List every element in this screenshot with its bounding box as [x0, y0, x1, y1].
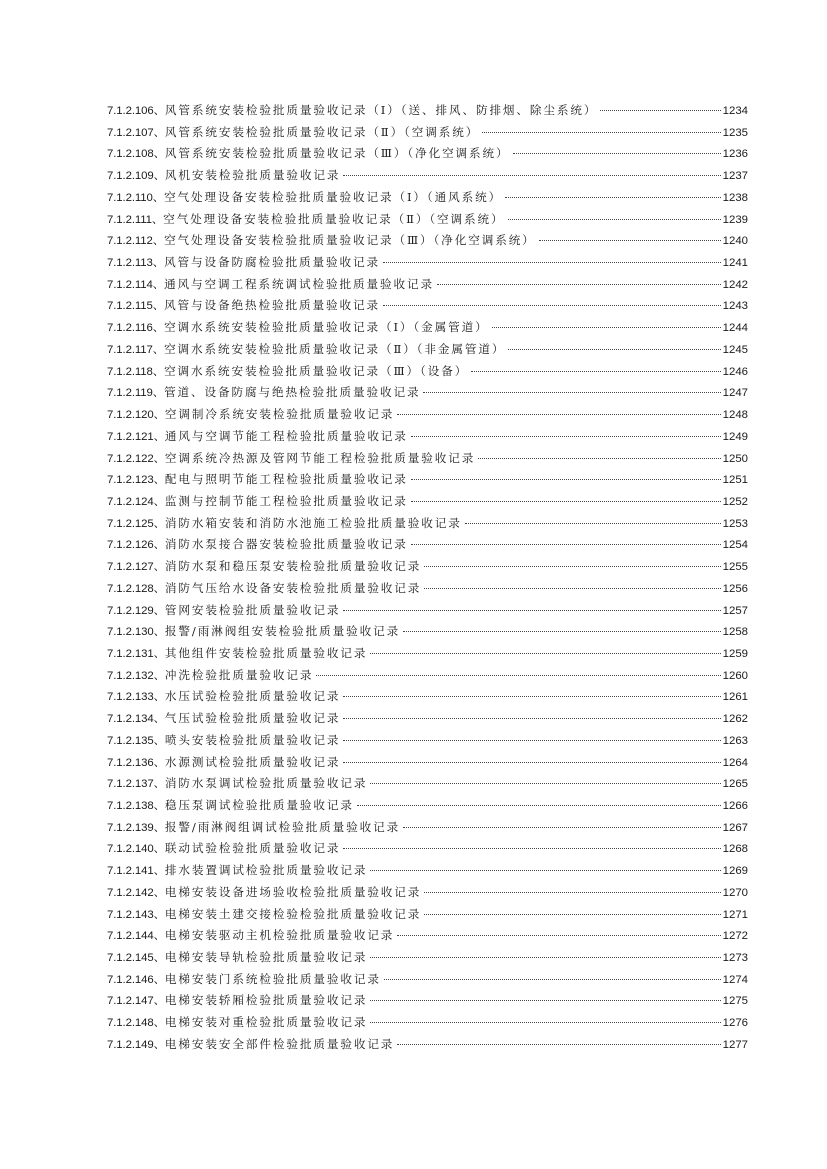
toc-entry-page: 1251 — [722, 474, 748, 487]
toc-entry[interactable] — [107, 187, 748, 209]
toc-entry-page: 1258 — [722, 626, 748, 639]
toc-entry[interactable] — [107, 621, 748, 643]
toc-entry-number: 7.1.2.108、 — [107, 148, 165, 161]
toc-entry[interactable] — [107, 643, 748, 665]
toc-entry-title: 通风与空调工程系统调试检验批质量验收记录 — [164, 276, 434, 291]
toc-entry-page: 1242 — [722, 278, 748, 291]
toc-entry-page: 1235 — [722, 126, 748, 139]
toc-entry-page: 1266 — [722, 800, 748, 812]
toc-entry-number: 7.1.2.117、 — [107, 343, 165, 356]
toc-entry-page: 1257 — [722, 604, 748, 617]
toc-entry-title: 报警/雨淋阀组安装检验批质量验收记录 — [164, 624, 401, 639]
toc-entry-page: 1262 — [722, 713, 748, 726]
dot-leader — [403, 827, 721, 828]
toc-entry-page: 1252 — [722, 495, 748, 508]
dot-leader — [397, 1044, 720, 1045]
dot-leader — [383, 305, 721, 306]
toc-entry-number: 7.1.2.116、 — [107, 322, 165, 335]
toc-entry-title: 电梯安装设备进场验收检验批质量验收记录 — [164, 884, 422, 899]
toc-entry-number: 7.1.2.109、 — [107, 170, 165, 183]
dot-leader — [343, 848, 720, 849]
toc-entry-number: 7.1.2.130、 — [107, 626, 165, 639]
toc-entry-page: 1259 — [722, 647, 748, 660]
toc-entry-title: 空调制冷系统安装检验批质量验收记录 — [164, 407, 395, 422]
toc-entry-number: 7.1.2.142、 — [107, 886, 165, 899]
toc-entry-page: 1275 — [722, 995, 748, 1008]
toc-entry[interactable] — [107, 469, 748, 491]
toc-entry-number: 7.1.2.107、 — [107, 126, 165, 139]
toc-entry-title: 空调水系统安装检验批质量验收记录（Ⅲ）（设备） — [164, 363, 469, 378]
toc-entry[interactable] — [107, 969, 748, 991]
toc-entry-page: 1236 — [722, 148, 748, 161]
toc-entry-page: 1260 — [722, 669, 748, 682]
toc-entry[interactable] — [107, 382, 748, 404]
toc-entry[interactable] — [107, 143, 748, 165]
toc-entry-page: 1277 — [722, 1038, 748, 1051]
toc-entry[interactable] — [107, 860, 748, 882]
toc-entry-number: 7.1.2.111、 — [107, 213, 164, 226]
toc-entry-number: 7.1.2.143、 — [107, 908, 165, 921]
toc-entry-page: 1254 — [722, 539, 748, 552]
toc-entry[interactable] — [107, 274, 748, 296]
toc-entry-page: 1256 — [722, 582, 748, 595]
dot-leader — [370, 783, 720, 784]
toc-entry[interactable] — [107, 404, 748, 426]
toc-entry-title: 电梯安装轿厢检验批质量验收记录 — [164, 993, 368, 1008]
toc-entry-title: 电梯安装对重检验批质量验收记录 — [164, 1015, 368, 1030]
dot-leader — [437, 284, 721, 285]
dot-leader — [370, 1022, 720, 1023]
toc-entry-page: 1255 — [722, 561, 748, 574]
toc-entry-title: 气压试验检验批质量验收记录 — [164, 711, 341, 726]
toc-entry-page: 1240 — [722, 235, 748, 248]
dot-leader — [482, 132, 720, 133]
toc-entry-page: 1248 — [722, 409, 748, 422]
dot-leader — [508, 219, 721, 220]
toc-entry-page: 1234 — [722, 105, 748, 117]
dot-leader — [411, 501, 721, 502]
dot-leader — [424, 892, 720, 893]
dot-leader — [424, 914, 720, 915]
toc-entry-title: 空调系统冷热源及管网节能工程检验批质量验收记录 — [164, 450, 476, 465]
toc-entry-title: 消防水泵和稳压泵安装检验批质量验收记录 — [164, 559, 422, 574]
toc-entry[interactable] — [107, 990, 748, 1012]
dot-leader — [343, 740, 720, 741]
toc-entry-number: 7.1.2.125、 — [107, 517, 165, 530]
dot-leader — [478, 458, 720, 459]
dot-leader — [424, 566, 720, 567]
toc-entry-number: 7.1.2.145、 — [107, 952, 165, 965]
toc-entry-number: 7.1.2.137、 — [107, 778, 165, 791]
toc-entry[interactable] — [107, 339, 748, 361]
toc-entry[interactable] — [107, 795, 748, 817]
toc-entry-page: 1263 — [722, 734, 748, 747]
toc-entry-title: 水压试验检验批质量验收记录 — [164, 689, 341, 704]
dot-leader — [343, 762, 720, 763]
toc-entry-page: 1265 — [722, 778, 748, 791]
toc-entry[interactable] — [107, 426, 748, 448]
toc-entry-title: 消防水泵接合器安装检验批质量验收记录 — [164, 537, 408, 552]
toc-entry-title: 空气处理设备安装检验批质量验收记录（Ⅰ）（通风系统） — [164, 189, 503, 204]
toc-entry-page: 1273 — [722, 952, 748, 965]
toc-entry-page: 1238 — [722, 191, 748, 204]
toc-entry-title: 电梯安装土建交接检验检验批质量验收记录 — [164, 906, 422, 921]
toc-entry-title: 风管与设备绝热检验批质量验收记录 — [164, 298, 380, 313]
toc-entry[interactable] — [107, 1034, 748, 1056]
toc-entry-number: 7.1.2.147、 — [107, 995, 165, 1008]
dot-leader — [411, 479, 721, 480]
toc-entry[interactable] — [107, 361, 748, 383]
toc-entry-number: 7.1.2.132、 — [107, 669, 165, 682]
dot-leader — [471, 371, 720, 372]
toc-entry[interactable] — [107, 817, 748, 839]
toc-entry-page: 1245 — [722, 343, 748, 356]
toc-entry-page: 1250 — [722, 452, 748, 465]
dot-leader — [397, 414, 720, 415]
toc-entry[interactable] — [107, 165, 748, 187]
toc-entry-page: 1237 — [722, 170, 748, 183]
toc-entry[interactable] — [107, 491, 748, 513]
dot-leader — [424, 588, 720, 589]
toc-entry[interactable] — [107, 252, 748, 274]
toc-entry-title: 配电与照明节能工程检验批质量验收记录 — [164, 472, 408, 487]
toc-entry-number: 7.1.2.129、 — [107, 604, 165, 617]
dot-leader — [513, 153, 721, 154]
toc-entry-number: 7.1.2.126、 — [107, 539, 165, 552]
toc-entry[interactable] — [107, 947, 748, 969]
toc-entry[interactable] — [107, 448, 748, 470]
toc-entry-page: 1268 — [722, 843, 748, 856]
dot-leader — [370, 957, 720, 958]
toc-entry-title: 电梯安装门系统检验批质量验收记录 — [164, 971, 381, 986]
dot-leader — [505, 197, 721, 198]
toc-entry-page: 1239 — [722, 213, 748, 226]
toc-entry[interactable] — [107, 295, 748, 317]
toc-entry-number: 7.1.2.128、 — [107, 582, 165, 595]
toc-entry[interactable] — [107, 665, 748, 687]
toc-entry-number: 7.1.2.138、 — [107, 800, 165, 812]
toc-entry-number: 7.1.2.134、 — [107, 713, 165, 726]
toc-entry-page: 1272 — [722, 930, 748, 943]
toc-entry-title: 喷头安装检验批质量验收记录 — [164, 732, 341, 747]
toc-entry[interactable] — [107, 838, 748, 860]
dot-leader — [423, 392, 720, 393]
toc-entry-title: 消防水箱安装和消防水池施工检验批质量验收记录 — [164, 515, 462, 530]
toc-entry-number: 7.1.2.144、 — [107, 930, 165, 943]
toc-entry-title: 监测与控制节能工程检验批质量验收记录 — [164, 493, 408, 508]
dot-leader — [357, 805, 721, 806]
dot-leader — [370, 1000, 720, 1001]
toc-entry[interactable] — [107, 600, 748, 622]
toc-entry-page: 1246 — [722, 365, 748, 378]
toc-entry-number: 7.1.2.119、 — [107, 387, 165, 400]
toc-entry-title: 联动试验检验批质量验收记录 — [164, 841, 341, 856]
toc-entry-title: 通风与空调节能工程检验批质量验收记录 — [164, 428, 408, 443]
toc-entry-page: 1267 — [722, 821, 748, 834]
toc-entry-number: 7.1.2.114、 — [107, 278, 165, 291]
toc-entry-title: 管道、设备防腐与绝热检验批质量验收记录 — [164, 385, 421, 400]
dot-leader — [343, 175, 720, 176]
dot-leader — [492, 327, 721, 328]
toc-entry-title: 电梯安装安全部件检验批质量验收记录 — [164, 1036, 395, 1051]
toc-entry-number: 7.1.2.131、 — [107, 647, 165, 660]
toc-entry-title: 冲洗检验批质量验收记录 — [164, 667, 314, 682]
toc-entry-number: 7.1.2.136、 — [107, 756, 165, 769]
toc-entry[interactable] — [107, 708, 748, 730]
toc-entry-page: 1244 — [722, 322, 748, 335]
dot-leader — [384, 979, 721, 980]
toc-entry-number: 7.1.2.112、 — [107, 235, 165, 248]
toc-entry-title: 风管系统安装检验批质量验收记录（Ⅰ）（送、排风、防排烟、除尘系统） — [164, 103, 598, 117]
toc-entry[interactable] — [107, 209, 748, 231]
toc-entry-title: 排水装置调试检验批质量验收记录 — [164, 863, 368, 878]
toc-entry[interactable] — [107, 882, 748, 904]
toc-entry-number: 7.1.2.110、 — [107, 191, 165, 204]
toc-entry-number: 7.1.2.124、 — [107, 495, 165, 508]
toc-entry-page: 1249 — [722, 430, 748, 443]
toc-entry-title: 风机安装检验批质量验收记录 — [164, 168, 341, 183]
toc-entry[interactable] — [107, 578, 748, 600]
toc-entry[interactable] — [107, 730, 748, 752]
toc-entry[interactable] — [107, 122, 748, 144]
toc-entry-title: 空调水系统安装检验批质量验收记录（Ⅰ）（金属管道） — [164, 320, 489, 335]
toc-entry-title: 其他组件安装检验批质量验收记录 — [164, 645, 368, 660]
toc-entry-page: 1274 — [722, 973, 748, 986]
toc-entry[interactable] — [107, 230, 748, 252]
toc-entry[interactable] — [107, 752, 748, 774]
toc-entry-title: 水源测试检验批质量验收记录 — [164, 754, 341, 769]
toc-entry-number: 7.1.2.122、 — [107, 452, 165, 465]
toc-entry-page: 1261 — [722, 691, 748, 704]
dot-leader — [411, 544, 721, 545]
toc-entry-number: 7.1.2.133、 — [107, 691, 165, 704]
toc-entry-title: 风管系统安装检验批质量验收记录（Ⅲ）（净化空调系统） — [164, 146, 510, 161]
toc-entry[interactable] — [107, 686, 748, 708]
dot-leader — [411, 436, 721, 437]
toc-entry-title: 风管系统安装检验批质量验收记录（Ⅱ）（空调系统） — [164, 124, 480, 139]
dot-leader — [397, 935, 720, 936]
toc-entry[interactable] — [107, 904, 748, 926]
dot-leader — [370, 870, 720, 871]
dot-leader — [539, 240, 721, 241]
toc-entry-title: 空气处理设备安装检验批质量验收记录（Ⅱ）（空调系统） — [163, 211, 505, 226]
toc-entry-number: 7.1.2.135、 — [107, 734, 165, 747]
toc-entry-title: 电梯安装导轨检验批质量验收记录 — [164, 950, 368, 965]
toc-entry-number: 7.1.2.118、 — [107, 365, 165, 378]
toc-entry-page: 1247 — [722, 387, 748, 400]
toc-entry[interactable] — [107, 773, 748, 795]
toc-entry[interactable] — [107, 513, 748, 535]
dot-leader — [343, 610, 720, 611]
toc-entry-title: 消防气压给水设备安装检验批质量验收记录 — [164, 580, 422, 595]
toc-entry-number: 7.1.2.115、 — [107, 300, 165, 313]
toc-entry-number: 7.1.2.140、 — [107, 843, 165, 856]
toc-entry-number: 7.1.2.123、 — [107, 474, 165, 487]
toc-entry-title: 管网安装检验批质量验收记录 — [164, 602, 341, 617]
toc-entry-number: 7.1.2.139、 — [107, 821, 165, 834]
toc-entry-number: 7.1.2.113、 — [107, 257, 165, 270]
toc-entry-page: 1241 — [722, 257, 748, 270]
toc-entry-title: 电梯安装驱动主机检验批质量验收记录 — [164, 928, 395, 943]
toc-entry[interactable] — [107, 1012, 748, 1034]
toc-entry-title: 空调水系统安装检验批质量验收记录（Ⅱ）（非金属管道） — [164, 341, 506, 356]
toc-entry-title: 空气处理设备安装检验批质量验收记录（Ⅲ）（净化空调系统） — [164, 233, 536, 248]
toc-entry-title: 风管与设备防腐检验批质量验收记录 — [164, 255, 380, 270]
dot-leader — [403, 631, 721, 632]
dot-leader — [383, 262, 721, 263]
dot-leader — [465, 523, 721, 524]
toc-entry-page: 1276 — [722, 1017, 748, 1030]
toc-entry[interactable] — [107, 317, 748, 339]
dot-leader — [370, 653, 720, 654]
toc-entry-number: 7.1.2.120、 — [107, 409, 165, 422]
toc-entry[interactable] — [107, 534, 748, 556]
toc-entry-number: 7.1.2.127、 — [107, 561, 165, 574]
toc-entry-number: 7.1.2.149、 — [107, 1038, 165, 1051]
toc-entry-page: 1270 — [722, 886, 748, 899]
toc-entry-number: 7.1.2.146、 — [107, 973, 165, 986]
toc-entry-page: 1253 — [722, 517, 748, 530]
toc-entry-number: 7.1.2.121、 — [107, 430, 165, 443]
dot-leader — [600, 110, 720, 111]
toc-entry-page: 1271 — [722, 908, 748, 921]
dot-leader — [343, 718, 720, 719]
toc-entry-number: 7.1.2.141、 — [107, 865, 165, 878]
toc-entry-page: 1243 — [722, 300, 748, 313]
table-of-contents — [107, 100, 748, 1056]
toc-entry-page: 1269 — [722, 865, 748, 878]
dot-leader — [316, 675, 720, 676]
toc-entry-number: 7.1.2.148、 — [107, 1017, 165, 1030]
dot-leader — [508, 349, 720, 350]
toc-entry[interactable] — [107, 925, 748, 947]
toc-entry-title: 稳压泵调试检验批质量验收记录 — [164, 798, 354, 812]
toc-entry-number: 7.1.2.106、 — [107, 105, 165, 117]
toc-entry[interactable] — [107, 100, 748, 122]
toc-entry[interactable] — [107, 556, 748, 578]
toc-entry-page: 1264 — [722, 756, 748, 769]
toc-entry-title: 消防水泵调试检验批质量验收记录 — [164, 776, 368, 791]
dot-leader — [343, 696, 720, 697]
toc-entry-title: 报警/雨淋阀组调试检验批质量验收记录 — [164, 819, 401, 834]
